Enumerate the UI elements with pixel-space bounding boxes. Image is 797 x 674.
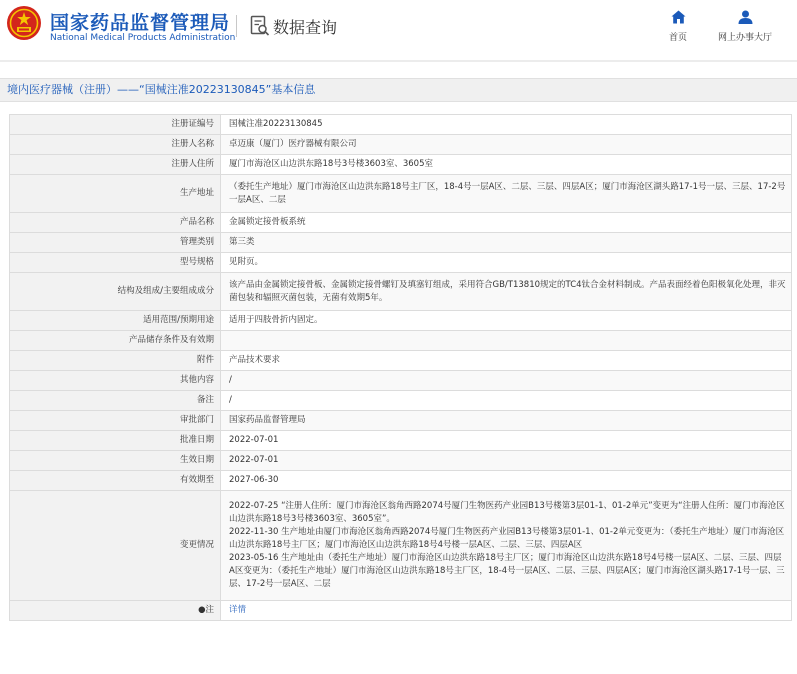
field-value: 产品技术要求 (221, 351, 792, 371)
nav-online-service-hall-label: 网上办事大厅 (717, 33, 772, 43)
field-label: 注册证编号 (10, 115, 221, 135)
field-value: 2027-06-30 (221, 471, 792, 491)
table-row (10, 175, 792, 213)
field-value: 该产品由金属锁定接骨板、金属锁定接骨螺钉及填塞钉组成，采用符合GB/T13810规定的TC4钛合金材料制成。产品表面经着色阳极氧化处理，非灭菌包装和辐照灭菌包装，无菌有效期5年。 (221, 273, 792, 311)
nav-online-service-hall[interactable] (710, 10, 780, 43)
field-label: 注册人住所 (10, 155, 221, 175)
field-value: 2022-07-25 “注册人住所：厦门市海沧区翁角西路2074号厦门生物医药产业园B13号楼第3层01-1、01-2单元”变更为“注册人住所：厦门市海沧区山边洪东路18号3号楼3603室、3605室”。 2022-11-30 生产地址由厦门市海沧区翁角西路2074号厦门生物医药产业园B13号楼第3层01-1、01-2单元变更为：（委托生产地址）厦门市海沧区山边洪东路18号主厂区；厦门市海沧区山边洪东路18号4号楼一层A区、二层、三层、四层A区 2023-05-16 生产地址由（委托生产地址）厦门市海沧区山边洪东路18号主厂区；厦门市海沧区山边洪东路18号4号楼一层A区、二层、三层、四层A区变更为：（委托生产地址）厦门市海沧区山边洪东路18号主厂区，18-4号一层A区、二层、三层、四层A区；厦门市海沧区湖头路17-1号一层、三层、17-2号一层A区、二层 (221, 491, 792, 601)
field-value: 第三类 (221, 233, 792, 253)
table-row (10, 311, 792, 331)
table-row (10, 371, 792, 391)
field-value (221, 331, 792, 351)
table-row (10, 115, 792, 135)
table-row (10, 601, 792, 621)
field-value (221, 601, 792, 621)
field-label: 其他内容 (10, 371, 221, 391)
user-icon (738, 10, 753, 24)
field-label: 审批部门 (10, 411, 221, 431)
field-label: 型号规格 (10, 253, 221, 273)
field-value: （委托生产地址）厦门市海沧区山边洪东路18号主厂区，18-4号一层A区、二层、三层、四层A区；厦门市海沧区湖头路17-1号一层、三层、17-2号一层A区、二层 (221, 175, 792, 213)
table-row (10, 233, 792, 253)
national-emblem-icon (6, 5, 42, 41)
field-value: 2022-07-01 (221, 451, 792, 471)
breadcrumb: 境内医疗器械（注册）——“国械注准20223130845”基本信息 (0, 78, 797, 102)
table-row (10, 411, 792, 431)
page-title: 数据查询 (273, 18, 338, 37)
field-label: 适用范围/预期用途 (10, 311, 221, 331)
table-row (10, 273, 792, 311)
table-row (10, 135, 792, 155)
details-link[interactable]: 详情 (229, 605, 247, 615)
field-value: 卓迈康（厦门）医疗器械有限公司 (221, 135, 792, 155)
field-label: 变更情况 (10, 491, 221, 601)
site-header (0, 0, 797, 62)
data-query-icon (250, 15, 270, 37)
field-value: 2022-07-01 (221, 431, 792, 451)
field-value: 见附页。 (221, 253, 792, 273)
field-label: 注册人名称 (10, 135, 221, 155)
org-name-cn: 国家药品监督管理局 (50, 12, 231, 34)
field-label: 管理类别 (10, 233, 221, 253)
table-row (10, 451, 792, 471)
nav-home-label: 首页 (668, 33, 687, 43)
table-row (10, 253, 792, 273)
table-row (10, 331, 792, 351)
field-value: 金属锁定接骨板系统 (221, 213, 792, 233)
table-row (10, 155, 792, 175)
field-value: / (221, 391, 792, 411)
field-value: 国家药品监督管理局 (221, 411, 792, 431)
table-row (10, 491, 792, 601)
field-label: 生产地址 (10, 175, 221, 213)
record-table (9, 114, 792, 621)
field-value: 厦门市海沧区山边洪东路18号3号楼3603室、3605室 (221, 155, 792, 175)
field-label: 结构及组成/主要组成成分 (10, 273, 221, 311)
field-label: ●注 (10, 601, 221, 621)
field-label: 附件 (10, 351, 221, 371)
header-divider (236, 15, 237, 37)
field-label: 生效日期 (10, 451, 221, 471)
field-value: 国械注准20223130845 (221, 115, 792, 135)
table-row (10, 213, 792, 233)
field-label: 产品名称 (10, 213, 221, 233)
field-label: 产品储存条件及有效期 (10, 331, 221, 351)
table-row (10, 391, 792, 411)
org-name-en: National Medical Products Administration (50, 33, 236, 43)
field-value: 适用于四肢骨折内固定。 (221, 311, 792, 331)
field-label: 批准日期 (10, 431, 221, 451)
field-label: 有效期至 (10, 471, 221, 491)
field-label: 备注 (10, 391, 221, 411)
table-row (10, 471, 792, 491)
table-row (10, 351, 792, 371)
nav-home[interactable] (643, 10, 713, 43)
record-detail (9, 114, 792, 621)
table-row (10, 431, 792, 451)
home-icon (671, 10, 686, 24)
field-value: / (221, 371, 792, 391)
